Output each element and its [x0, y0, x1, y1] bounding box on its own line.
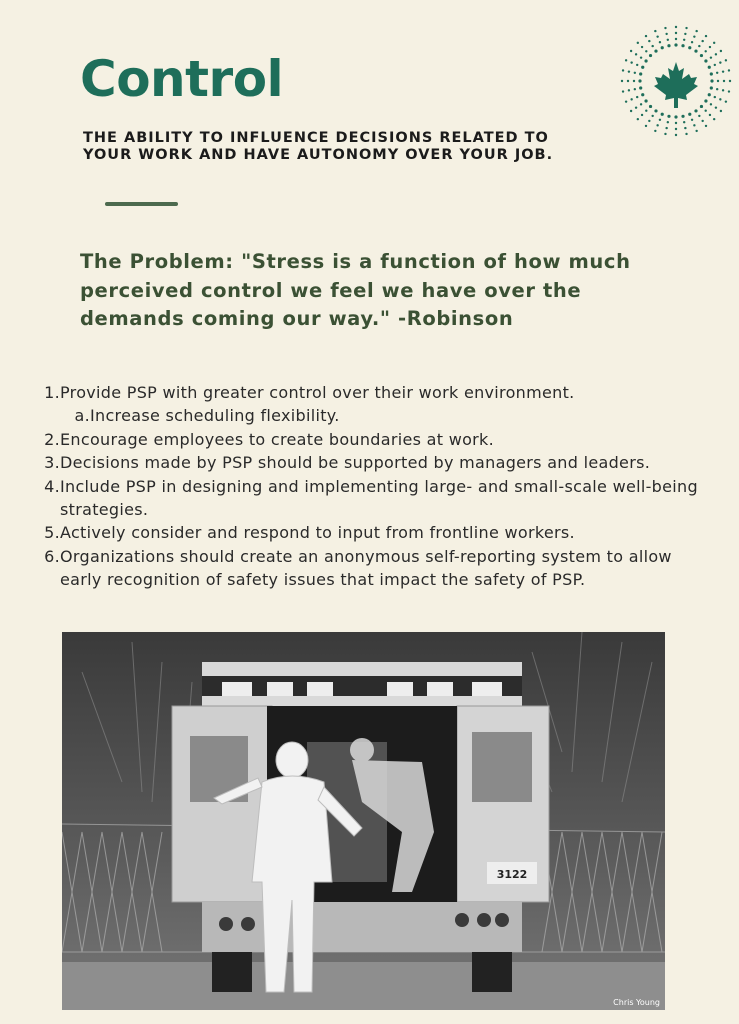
list-number: 5.: [44, 523, 60, 543]
logo-ray-dot: [698, 115, 700, 117]
logo-ray-dot: [636, 64, 638, 66]
list-item: [0, 451, 700, 474]
logo-ray-dot: [641, 46, 643, 48]
logo-ray-dot: [645, 35, 647, 37]
logo-ray-dot: [661, 113, 664, 116]
logo-ray-dot: [684, 127, 686, 129]
divider: [105, 202, 178, 206]
logo-ray-dot: [719, 61, 721, 63]
logo-ray-dot: [667, 39, 669, 41]
logo-ray-dot: [681, 115, 684, 118]
logo-ray-dot: [641, 66, 644, 69]
list-text: Increase scheduling flexibility.: [90, 406, 340, 426]
logo-ray-dot: [695, 30, 697, 32]
logo-ray-dot: [691, 119, 693, 121]
logo-ray-dot: [644, 59, 647, 62]
logo-ray-dot: [651, 45, 653, 47]
logo-ray-dot: [709, 114, 711, 116]
logo-ray-dot: [667, 44, 670, 47]
logo-ray-dot: [630, 50, 632, 52]
list-subitem: [0, 404, 739, 427]
logo-ray-dot: [637, 118, 639, 120]
logo-ray-dot: [640, 56, 642, 58]
logo-ray-dot: [723, 80, 725, 82]
problem-quote: The Problem: "Stress is a function of how much perceived control we feel we have over the demands coming our way." -Robinson: [80, 250, 631, 330]
list-item: [0, 381, 700, 404]
list-item: [0, 521, 700, 544]
logo-ray-dot: [705, 50, 707, 52]
list-number: 1.: [44, 383, 60, 402]
logo-ray-dot: [683, 121, 685, 123]
logo-ray-dot: [705, 35, 707, 37]
logo-ray-dot: [722, 70, 724, 72]
logo-ray-dot: [659, 41, 661, 43]
logo-ray-dot: [648, 120, 650, 122]
list-number: 6.: [44, 546, 60, 566]
logo-ray-dot: [630, 98, 632, 100]
list-item: [0, 428, 700, 451]
logo-ray-dot: [719, 98, 721, 100]
logo-ray-dot: [639, 72, 642, 75]
logo-ray-dot: [675, 128, 677, 130]
logo-ray-dot: [708, 93, 711, 96]
list-item: [0, 475, 700, 522]
logo-ray-dot: [681, 44, 684, 47]
logo-ray-dot: [637, 42, 639, 44]
logo-ray-dot: [688, 46, 691, 49]
ambulance-photo: [62, 632, 665, 1010]
logo-ray-dot: [708, 66, 711, 69]
logo-ray-dot: [628, 70, 630, 72]
logo-ray-dot: [654, 109, 657, 112]
logo-ray-dot: [622, 90, 624, 92]
logo-ray-dot: [691, 41, 693, 43]
logo-ray-dot: [716, 88, 718, 90]
logo-ray-dot: [622, 69, 624, 71]
logo-ray-dot: [665, 33, 667, 35]
unit-number: 3122: [496, 868, 528, 881]
logo-ray-dot: [654, 30, 656, 32]
logo-ray-dot: [720, 110, 722, 112]
logo-ray-dot: [644, 99, 647, 102]
logo-ray-dot: [704, 59, 707, 62]
logo-ray-dot: [695, 130, 697, 132]
logo-ray-dot: [728, 90, 730, 92]
logo-ray-dot: [628, 89, 630, 91]
logo-ray-dot: [661, 46, 664, 49]
logo-ray-dot: [710, 79, 713, 82]
list-number: 2.: [44, 429, 60, 449]
logo-ray-dot: [667, 121, 669, 123]
logo-ray-dot: [664, 27, 666, 29]
logo-ray-dot: [649, 105, 652, 108]
logo-ray-dot: [714, 64, 716, 66]
recommendation-list: [0, 381, 739, 592]
list-number: 3.: [44, 453, 60, 473]
logo-ray-dot: [667, 115, 670, 118]
logo-ray-dot: [694, 109, 697, 112]
logo-ray-dot: [656, 124, 658, 126]
photo-credit: Chris Young: [613, 998, 660, 1007]
logo-ray-dot: [700, 54, 703, 57]
logo-ray-dot: [633, 80, 635, 82]
logo-ray-dot: [688, 113, 691, 116]
logo-ray-dot: [701, 40, 703, 42]
list-item: [0, 545, 700, 592]
logo-ray-dot: [640, 103, 642, 105]
logo-ray-dot: [625, 100, 627, 102]
logo-ray-dot: [683, 39, 685, 41]
logo-ray-dot: [634, 88, 636, 90]
logo-ray-dot: [710, 103, 712, 105]
logo-ray-dot: [698, 45, 700, 47]
logo-ray-dot: [709, 46, 711, 48]
list-number: a.: [74, 406, 90, 426]
logo-ray-dot: [664, 133, 666, 135]
maple-leaf-burst-icon: [615, 20, 737, 142]
logo-ray-dot: [717, 80, 719, 82]
logo-ray-dot: [705, 110, 707, 112]
logo-ray-dot: [694, 49, 697, 52]
logo-ray-dot: [636, 96, 638, 98]
logo-ray-dot: [713, 118, 715, 120]
logo-ray-dot: [674, 115, 677, 118]
logo-ray-dot: [715, 106, 717, 108]
logo-ray-dot: [654, 130, 656, 132]
logo-ray-dot: [710, 56, 712, 58]
logo-ray-dot: [634, 72, 636, 74]
logo-ray-dot: [665, 127, 667, 129]
logo-ray-dot: [713, 42, 715, 44]
logo-ray-dot: [639, 86, 642, 89]
logo-ray-dot: [630, 61, 632, 63]
list-text: Actively consider and respond to input from frontline workers.: [60, 523, 575, 543]
logo-ray-dot: [704, 99, 707, 102]
logo-ray-dot: [638, 79, 641, 82]
logo-ray-dot: [728, 69, 730, 71]
logo-ray-dot: [645, 125, 647, 127]
logo-ray-dot: [675, 32, 677, 34]
logo-ray-dot: [675, 38, 677, 40]
logo-ray-dot: [693, 35, 695, 37]
page-title: Control: [80, 50, 284, 108]
logo-ray-dot: [715, 53, 717, 55]
logo-ray-dot: [654, 49, 657, 52]
logo-ray-dot: [621, 80, 623, 82]
logo-ray-dot: [675, 134, 677, 136]
logo-ray-dot: [645, 50, 647, 52]
logo-ray-dot: [714, 96, 716, 98]
page-subtitle: THE ABILITY TO INFLUENCE DECISIONS RELATED TO YOUR WORK AND HAVE AUTONOMY OVER YOUR JOB.: [83, 130, 554, 163]
ambulance-illustration: [62, 632, 665, 1010]
logo-ray-dot: [635, 53, 637, 55]
logo-ray-dot: [716, 72, 718, 74]
logo-ray-dot: [701, 120, 703, 122]
logo-ray-dot: [675, 26, 677, 28]
logo-ray-dot: [720, 50, 722, 52]
list-text: Provide PSP with greater control over their work environment.: [60, 383, 575, 402]
logo-ray-dot: [648, 40, 650, 42]
logo-ray-dot: [722, 89, 724, 91]
logo-ray-dot: [684, 33, 686, 35]
list-text: Organizations should create an anonymous self-reporting system to allow early recognition of safety issues that impact the safety of PSP.: [60, 546, 672, 590]
logo-ray-dot: [725, 100, 727, 102]
logo-ray-dot: [641, 93, 644, 96]
logo-ray-dot: [685, 133, 687, 135]
list-text: Decisions made by PSP should be supported by managers and leaders.: [60, 453, 651, 473]
logo-ray-dot: [710, 86, 713, 89]
logo-ray-dot: [627, 80, 629, 82]
logo-ray-dot: [725, 59, 727, 61]
list-text: Include PSP in designing and implementing large- and small-scale well-being strategies.: [60, 476, 698, 520]
logo-ray-dot: [685, 27, 687, 29]
logo-ray-dot: [675, 122, 677, 124]
logo-ray-dot: [641, 114, 643, 116]
logo-ray-dot: [656, 35, 658, 37]
list-text: Encourage employees to create boundaries at work.: [60, 429, 495, 449]
logo-ray-dot: [710, 72, 713, 75]
logo-ray-dot: [630, 110, 632, 112]
logo-ray-dot: [693, 124, 695, 126]
logo-ray-dot: [700, 105, 703, 108]
logo-ray-dot: [645, 110, 647, 112]
logo-ray-dot: [625, 59, 627, 61]
logo-ray-dot: [705, 125, 707, 127]
logo-ray-dot: [649, 54, 652, 57]
logo-ray-dot: [674, 43, 677, 46]
logo-ray-dot: [729, 80, 731, 82]
logo-ray-dot: [659, 119, 661, 121]
logo-ray-dot: [651, 115, 653, 117]
list-number: 4.: [44, 476, 60, 496]
logo-ray-dot: [635, 106, 637, 108]
